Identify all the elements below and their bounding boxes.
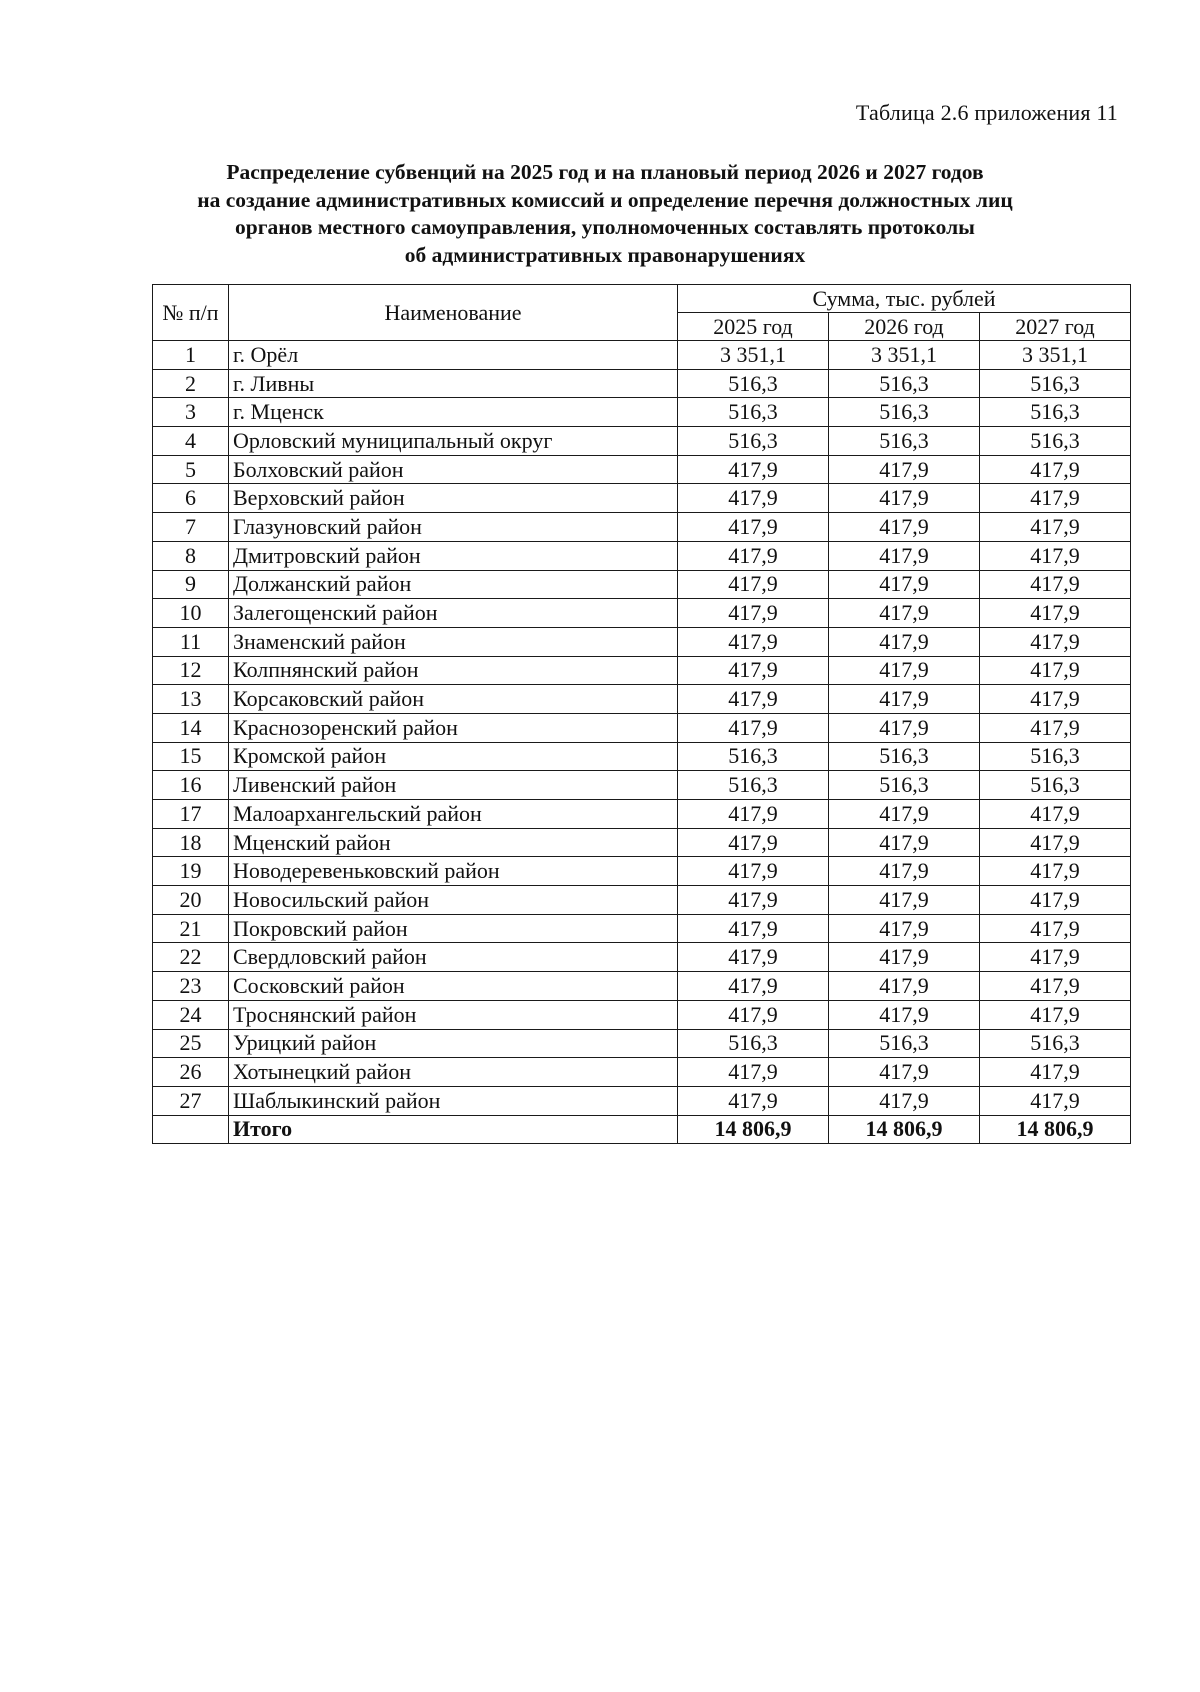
row-value: 417,9: [980, 656, 1131, 685]
row-number: 18: [153, 828, 229, 857]
row-number: 27: [153, 1086, 229, 1115]
row-number: 7: [153, 513, 229, 542]
table-row: [153, 398, 1131, 427]
row-name: г. Мценск: [229, 398, 678, 427]
row-number: 4: [153, 427, 229, 456]
row-number: 26: [153, 1058, 229, 1087]
row-value: 417,9: [980, 800, 1131, 829]
row-number: 5: [153, 455, 229, 484]
row-value: 417,9: [678, 914, 829, 943]
table-row: [153, 369, 1131, 398]
total-row: [153, 1115, 1131, 1144]
row-name: Залегощенский район: [229, 599, 678, 628]
row-value: 417,9: [678, 570, 829, 599]
row-value: 417,9: [678, 943, 829, 972]
row-name: Глазуновский район: [229, 513, 678, 542]
row-name: Урицкий район: [229, 1029, 678, 1058]
row-value: 417,9: [829, 541, 980, 570]
row-value: 3 351,1: [829, 341, 980, 370]
row-value: 417,9: [980, 685, 1131, 714]
table-row: [153, 513, 1131, 542]
table-row: [153, 627, 1131, 656]
row-value: 417,9: [829, 685, 980, 714]
header-year-2026: 2026 год: [829, 313, 980, 341]
row-value: 417,9: [829, 943, 980, 972]
table-row: [153, 800, 1131, 829]
document-title: [120, 159, 1090, 269]
table-row: [153, 914, 1131, 943]
row-name: Краснозоренский район: [229, 713, 678, 742]
row-value: 516,3: [678, 771, 829, 800]
row-name: Свердловский район: [229, 943, 678, 972]
row-number: 16: [153, 771, 229, 800]
row-name: Колпнянский район: [229, 656, 678, 685]
row-value: 516,3: [829, 398, 980, 427]
row-value: 417,9: [678, 713, 829, 742]
row-name: Дмитровский район: [229, 541, 678, 570]
table-row: [153, 599, 1131, 628]
table-row: [153, 943, 1131, 972]
total-number: [153, 1115, 229, 1144]
table-row: [153, 341, 1131, 370]
row-value: 417,9: [678, 972, 829, 1001]
row-value: 417,9: [829, 828, 980, 857]
page-label: Таблица 2.6 приложения 11: [855, 100, 1118, 125]
row-number: 3: [153, 398, 229, 427]
row-name: Хотынецкий район: [229, 1058, 678, 1087]
row-number: 9: [153, 570, 229, 599]
row-value: 417,9: [678, 886, 829, 915]
subvention-table: [152, 284, 1131, 1144]
row-value: 417,9: [678, 1058, 829, 1087]
row-value: 417,9: [829, 1058, 980, 1087]
row-number: 14: [153, 713, 229, 742]
table-row: [153, 1086, 1131, 1115]
row-value: 516,3: [980, 369, 1131, 398]
row-name: Новосильский район: [229, 886, 678, 915]
row-value: 417,9: [980, 541, 1131, 570]
row-value: 417,9: [829, 1000, 980, 1029]
row-name: Должанский район: [229, 570, 678, 599]
row-number: 8: [153, 541, 229, 570]
row-value: 417,9: [980, 857, 1131, 886]
table-row: [153, 972, 1131, 1001]
title-line: об административных правонарушениях: [404, 242, 806, 267]
row-value: 516,3: [829, 742, 980, 771]
table-row: [153, 427, 1131, 456]
table-row: [153, 1058, 1131, 1087]
row-value: 417,9: [829, 599, 980, 628]
row-value: 417,9: [829, 627, 980, 656]
row-name: Покровский район: [229, 914, 678, 943]
row-number: 21: [153, 914, 229, 943]
row-name: Орловский муниципальный округ: [229, 427, 678, 456]
row-value: 516,3: [678, 742, 829, 771]
row-name: Знаменский район: [229, 627, 678, 656]
row-value: 417,9: [980, 828, 1131, 857]
row-value: 417,9: [980, 886, 1131, 915]
total-value: 14 806,9: [829, 1115, 980, 1144]
table-row: [153, 713, 1131, 742]
table-row: [153, 771, 1131, 800]
row-value: 417,9: [678, 1000, 829, 1029]
row-name: Малоархангельский район: [229, 800, 678, 829]
row-name: Ливенский район: [229, 771, 678, 800]
row-value: 516,3: [980, 398, 1131, 427]
row-value: 3 351,1: [678, 341, 829, 370]
row-value: 417,9: [829, 1086, 980, 1115]
row-number: 2: [153, 369, 229, 398]
row-name: Шаблыкинский район: [229, 1086, 678, 1115]
row-number: 25: [153, 1029, 229, 1058]
table-row: [153, 455, 1131, 484]
row-value: 516,3: [678, 369, 829, 398]
row-value: 417,9: [678, 513, 829, 542]
row-value: 417,9: [980, 1000, 1131, 1029]
row-value: 417,9: [678, 455, 829, 484]
table-row: [153, 886, 1131, 915]
title-line: Распределение субвенций на 2025 год и на плановый период 2026 и 2027 годов: [226, 160, 984, 184]
row-value: 417,9: [678, 857, 829, 886]
row-number: 24: [153, 1000, 229, 1029]
row-number: 11: [153, 627, 229, 656]
row-value: 417,9: [829, 656, 980, 685]
row-name: г. Орёл: [229, 341, 678, 370]
row-value: 516,3: [980, 1029, 1131, 1058]
row-value: 417,9: [980, 972, 1131, 1001]
row-value: 516,3: [829, 771, 980, 800]
row-value: 417,9: [678, 599, 829, 628]
title-line: органов местного самоуправления, уполномоченных составлять протоколы: [235, 215, 975, 239]
row-value: 417,9: [678, 484, 829, 513]
table-row: [153, 685, 1131, 714]
row-value: 417,9: [829, 800, 980, 829]
row-name: Новодеревеньковский район: [229, 857, 678, 886]
row-value: 417,9: [980, 713, 1131, 742]
row-name: Кромской район: [229, 742, 678, 771]
row-value: 516,3: [678, 398, 829, 427]
row-value: 417,9: [829, 455, 980, 484]
header-num: № п/п: [153, 285, 229, 341]
row-value: 417,9: [829, 484, 980, 513]
table-row: [153, 857, 1131, 886]
row-name: Верховский район: [229, 484, 678, 513]
table-row: [153, 828, 1131, 857]
row-value: 516,3: [980, 742, 1131, 771]
title-line: на создание административных комиссий и определение перечня должностных лиц: [197, 187, 1013, 212]
row-value: 417,9: [829, 570, 980, 599]
table-row: [153, 742, 1131, 771]
table-row: [153, 570, 1131, 599]
row-value: 417,9: [829, 914, 980, 943]
header-name: Наименование: [229, 285, 678, 341]
row-name: г. Ливны: [229, 369, 678, 398]
row-value: 417,9: [678, 828, 829, 857]
row-value: 417,9: [678, 1086, 829, 1115]
row-value: 417,9: [980, 627, 1131, 656]
row-name: Мценский район: [229, 828, 678, 857]
table-row: [153, 484, 1131, 513]
row-name: Троснянский район: [229, 1000, 678, 1029]
header-year-2025: 2025 год: [678, 313, 829, 341]
row-value: 417,9: [829, 886, 980, 915]
row-number: 22: [153, 943, 229, 972]
row-value: 516,3: [980, 427, 1131, 456]
table-row: [153, 656, 1131, 685]
row-value: 417,9: [980, 599, 1131, 628]
row-value: 516,3: [829, 1029, 980, 1058]
row-value: 516,3: [678, 1029, 829, 1058]
row-number: 23: [153, 972, 229, 1001]
row-value: 516,3: [829, 427, 980, 456]
row-value: 516,3: [980, 771, 1131, 800]
row-value: 417,9: [678, 627, 829, 656]
row-number: 17: [153, 800, 229, 829]
row-number: 1: [153, 341, 229, 370]
row-value: 417,9: [678, 800, 829, 829]
row-value: 417,9: [678, 541, 829, 570]
header-year-2027: 2027 год: [980, 313, 1131, 341]
row-number: 6: [153, 484, 229, 513]
table-body: [153, 341, 1131, 1144]
row-number: 19: [153, 857, 229, 886]
row-value: 3 351,1: [980, 341, 1131, 370]
row-value: 417,9: [980, 1086, 1131, 1115]
row-name: Корсаковский район: [229, 685, 678, 714]
row-value: 417,9: [829, 972, 980, 1001]
row-value: 417,9: [980, 484, 1131, 513]
row-name: Болховский район: [229, 455, 678, 484]
total-label: Итого: [229, 1115, 678, 1144]
row-number: 12: [153, 656, 229, 685]
row-value: 516,3: [678, 427, 829, 456]
row-value: 417,9: [678, 656, 829, 685]
row-number: 13: [153, 685, 229, 714]
row-value: 417,9: [829, 713, 980, 742]
row-value: 417,9: [980, 570, 1131, 599]
row-name: Сосковский район: [229, 972, 678, 1001]
header-sum: Сумма, тыс. рублей: [678, 285, 1131, 313]
row-value: 417,9: [980, 455, 1131, 484]
row-number: 10: [153, 599, 229, 628]
row-value: 417,9: [980, 1058, 1131, 1087]
table-row: [153, 541, 1131, 570]
row-number: 20: [153, 886, 229, 915]
row-value: 417,9: [829, 513, 980, 542]
row-value: 417,9: [980, 914, 1131, 943]
row-value: 516,3: [829, 369, 980, 398]
row-value: 417,9: [980, 513, 1131, 542]
row-value: 417,9: [829, 857, 980, 886]
total-value: 14 806,9: [980, 1115, 1131, 1144]
row-value: 417,9: [678, 685, 829, 714]
total-value: 14 806,9: [678, 1115, 829, 1144]
row-number: 15: [153, 742, 229, 771]
table-row: [153, 1029, 1131, 1058]
table-row: [153, 1000, 1131, 1029]
row-value: 417,9: [980, 943, 1131, 972]
